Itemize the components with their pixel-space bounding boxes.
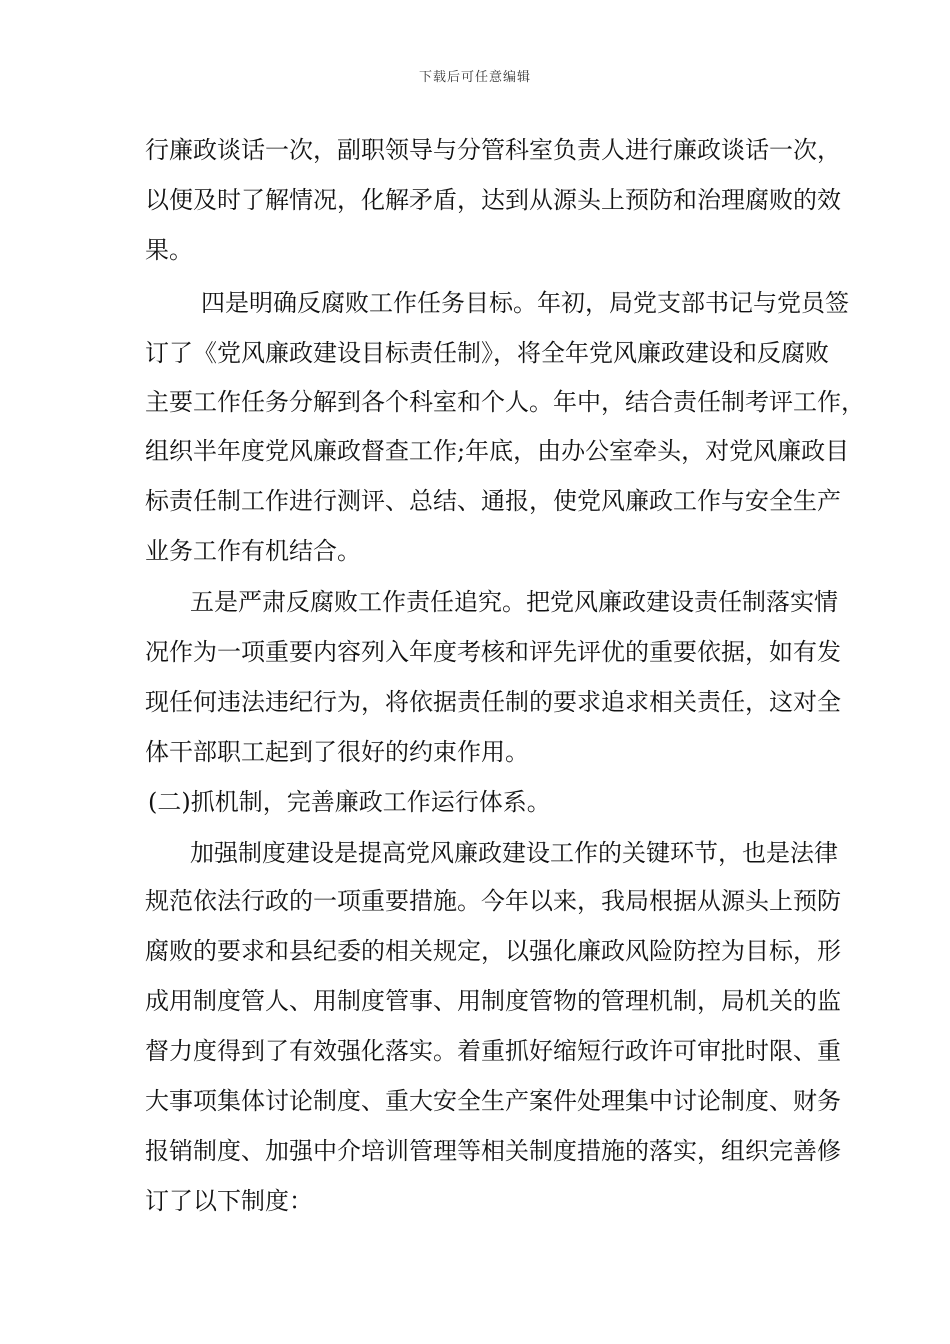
text-line: 报销制度、加强中介培训管理等相关制度措施的落实，组织完善修 <box>145 1137 841 1165</box>
section-heading: (二)抓机制，完善廉政工作运行体系。 <box>148 788 551 816</box>
text-line: 行廉政谈话一次，副职领导与分管科室负责人进行廉政谈话一次， <box>145 136 841 164</box>
text-line: 况作为一项重要内容列入年度考核和评先评优的重要依据，如有发 <box>145 638 841 666</box>
text-line: 订了以下制度： <box>145 1187 313 1215</box>
text-line: 现任何违法违纪行为，将依据责任制的要求追求相关责任，这对全 <box>145 688 841 716</box>
text-line: 组织半年度党风廉政督查工作;年底，由办公室牵头，对党风廉政目 <box>145 437 850 465</box>
text-line: 主要工作任务分解到各个科室和个人。年中，结合责任制考评工作， <box>145 388 865 416</box>
text-line: 以便及时了解情况，化解矛盾，达到从源头上预防和治理腐败的效 <box>145 186 841 214</box>
text-line: 腐败的要求和县纪委的相关规定，以强化廉政风险防控为目标，形 <box>145 937 841 965</box>
text-line: 加强制度建设是提高党风廉政建设工作的关键环节，也是法律 <box>190 839 838 867</box>
text-line: 订了《党风廉政建设目标责任制》，将全年党风廉政建设和反腐败 <box>145 339 829 367</box>
text-line: 督力度得到了有效强化落实。着重抓好缩短行政许可审批时限、重 <box>145 1037 841 1065</box>
text-line: 规范依法行政的一项重要措施。今年以来，我局根据从源头上预防 <box>145 887 841 915</box>
text-line: 果。 <box>145 236 193 264</box>
page-header: 下载后可任意编辑 <box>418 70 531 85</box>
text-line: 标责任制工作进行测评、总结、通报，使党风廉政工作与安全生产 <box>145 487 841 515</box>
text-line: 四是明确反腐败工作任务目标。年初，局党支部书记与党员签 <box>201 289 849 317</box>
text-line: 业务工作有机结合。 <box>145 537 361 565</box>
text-line: 体干部职工起到了很好的约束作用。 <box>145 738 529 766</box>
text-line: 五是严肃反腐败工作责任追究。把党风廉政建设责任制落实情 <box>190 588 838 616</box>
text-line: 成用制度管人、用制度管事、用制度管物的管理机制，局机关的监 <box>145 987 841 1015</box>
text-line: 大事项集体讨论制度、重大安全生产案件处理集中讨论制度、财务 <box>145 1087 841 1115</box>
